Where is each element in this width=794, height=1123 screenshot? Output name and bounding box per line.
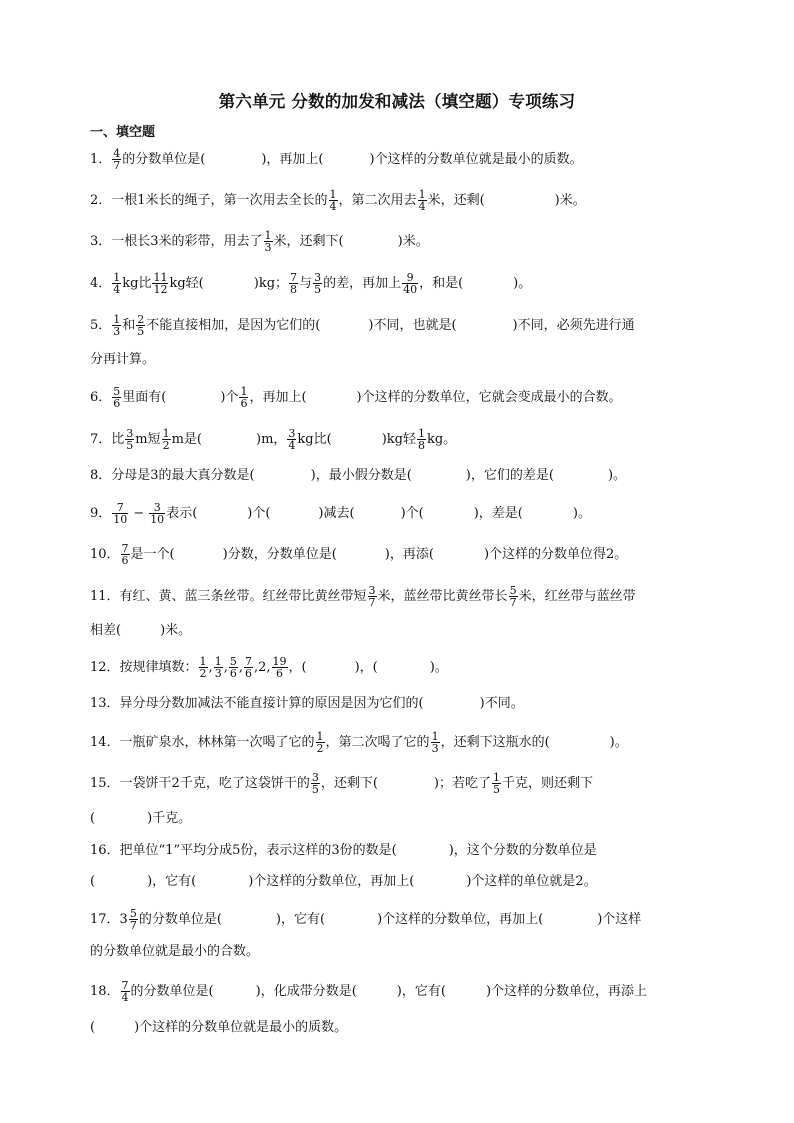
fraction: $\frac{7}{10}$: [113, 501, 128, 526]
fraction: $\frac{7}{6}$: [244, 655, 252, 680]
question-18-line-2: ( )个这样的分数单位就是最小的质数。: [90, 1020, 348, 1035]
fraction: $\frac{1}{8}$: [417, 427, 425, 452]
question-17-line-2: 的分数单位就是最小的合数。: [90, 944, 260, 959]
fraction: $\frac{1}{4}$: [418, 188, 426, 213]
question-8: 8．分母是3的最大真分数是( )，最小假分数是( )，它们的差是( )。: [90, 468, 627, 483]
fraction: $\frac{1}{2}$: [199, 655, 207, 680]
question-11-line-2: 相差( )米。: [90, 623, 192, 638]
page-title: 第六单元 分数的加发和减法（填空题）专项练习: [218, 92, 576, 111]
fraction: $\frac{5}{7}$: [129, 907, 137, 932]
question-15-line-2: ( )千克。: [90, 811, 192, 826]
question-1: 1． $\frac{4}{7}$ 的分数单位是( )，再加上( )个这样的分数单位就是最小的质数。: [90, 147, 583, 172]
fraction: $\frac{1}{2}$: [316, 730, 324, 755]
question-12: 12．按规律填数： $\frac{1}{2}$ , $\frac{1}{3}$ , $\frac{5}{6}$ , $\frac{7}{6}$ ,2, $\frac{19}{6}$ ，( )，( )。: [90, 655, 448, 680]
fraction: $\frac{2}{5}$: [137, 313, 145, 338]
question-7: 7．比 $\frac{3}{5}$ m短 $\frac{1}{2}$ m是( )m， $\frac{3}{4}$ kg比( )kg轻 $\frac{1}{8}$ kg。: [90, 427, 457, 452]
question-14: 14．一瓶矿泉水，林林第一次喝了它的 $\frac{1}{2}$ ，第二次喝了它的 $\frac{1}{3}$ ，还剩下这瓶水的( )。: [90, 730, 628, 755]
fraction: $\frac{4}{7}$: [113, 147, 121, 172]
fraction: $\frac{7}{4}$: [121, 979, 129, 1004]
fraction: $\frac{3}{10}$: [150, 501, 165, 526]
fraction: $\frac{3}{4}$: [288, 427, 296, 452]
fraction: $\frac{3}{7}$: [368, 584, 376, 609]
fraction: $\frac{1}{4}$: [113, 271, 121, 296]
fraction: $\frac{7}{6}$: [121, 542, 129, 567]
fraction: $\frac{5}{7}$: [509, 584, 517, 609]
fraction: $\frac{3}{5}$: [311, 771, 319, 796]
question-10: 10． $\frac{7}{6}$ 是一个( )分数，分数单位是( )，再添( )个这样的分数单位得2。: [90, 542, 628, 567]
fraction: $\frac{3}{5}$: [126, 427, 134, 452]
fraction: $\frac{3}{5}$: [314, 271, 322, 296]
fraction: $\frac{19}{6}$: [272, 655, 287, 680]
fraction: $\frac{9}{40}$: [403, 271, 418, 296]
fraction: $\frac{1}{3}$: [113, 313, 121, 338]
question-2: 2．一根1米长的绳子，第一次用去全长的 $\frac{1}{4}$ ，第二次用去 $\frac{1}{4}$ 米，还剩( )米。: [90, 188, 586, 213]
fraction: $\frac{1}{2}$: [162, 427, 170, 452]
question-16: 16．把单位“1”平均分成5份，表示这样的3份的数是( )，这个分数的分数单位是: [90, 843, 597, 858]
fraction: $\frac{5}{6}$: [113, 385, 121, 410]
fraction: $\frac{1}{3}$: [431, 730, 439, 755]
question-13: 13．异分母分数加减法不能直接计算的原因是因为它们的( )不同。: [90, 696, 524, 711]
fraction: $\frac{1}{6}$: [240, 385, 248, 410]
question-5-line-2: 分再计算。: [90, 352, 156, 367]
question-3: 3．一根长3米的彩带，用去了 $\frac{1}{3}$ 米，还剩下( )米。: [90, 229, 429, 254]
question-5: 5． $\frac{1}{3}$ 和 $\frac{2}{5}$ 不能直接相加，是因为它们的( )不同，也就是( )不同，必须先进行通: [90, 313, 635, 338]
fraction: $\frac{1}{3}$: [264, 229, 272, 254]
fraction: $\frac{1}{3}$: [214, 655, 222, 680]
question-17: 17．3 $\frac{5}{7}$ 的分数单位是( )，它有( )个这样的分数单位，再加上( )个这样: [90, 907, 642, 932]
question-15: 15．一袋饼干2千克，吃了这袋饼干的 $\frac{3}{5}$ ，还剩下( )；若吃了 $\frac{1}{5}$ 千克，则还剩下: [90, 771, 593, 796]
question-9: 9． $\frac{7}{10}$ − $\frac{3}{10}$ 表示( )个( )减去( )个( )，差是( )。: [90, 501, 591, 526]
question-16-line-2: ( )，它有( )个这样的分数单位，再加上( )个这样的单位就是2。: [90, 874, 597, 889]
question-6: 6． $\frac{5}{6}$ 里面有( )个 $\frac{1}{6}$ ，再加上( )个这样的分数单位，它就会变成最小的合数。: [90, 385, 622, 410]
fraction: $\frac{1}{5}$: [492, 771, 500, 796]
fraction: $\frac{11}{12}$: [153, 271, 168, 296]
question-18: 18． $\frac{7}{4}$ 的分数单位是( )，化成带分数是( )，它有( )个这样的分数单位，再添上: [90, 979, 648, 1004]
fraction: $\frac{7}{8}$: [290, 271, 298, 296]
question-11: 11．有红、黄、蓝三条丝带。红丝带比黄丝带短 $\frac{3}{7}$ 米，蓝丝带比黄丝带长 $\frac{5}{7}$ 米，红丝带与蓝丝带: [90, 584, 636, 609]
section-heading: 一、填空题: [90, 125, 156, 140]
fraction: $\frac{5}{6}$: [229, 655, 237, 680]
q1-number: 1．: [90, 152, 112, 167]
question-4: 4． $\frac{1}{4}$ kg比 $\frac{11}{12}$ kg轻( )kg； $\frac{7}{8}$ 与 $\frac{3}{5}$ 的差，再加上 $\frac{9}{40}$ ，和是( )。: [90, 271, 532, 296]
fraction: $\frac{1}{4}$: [329, 188, 337, 213]
